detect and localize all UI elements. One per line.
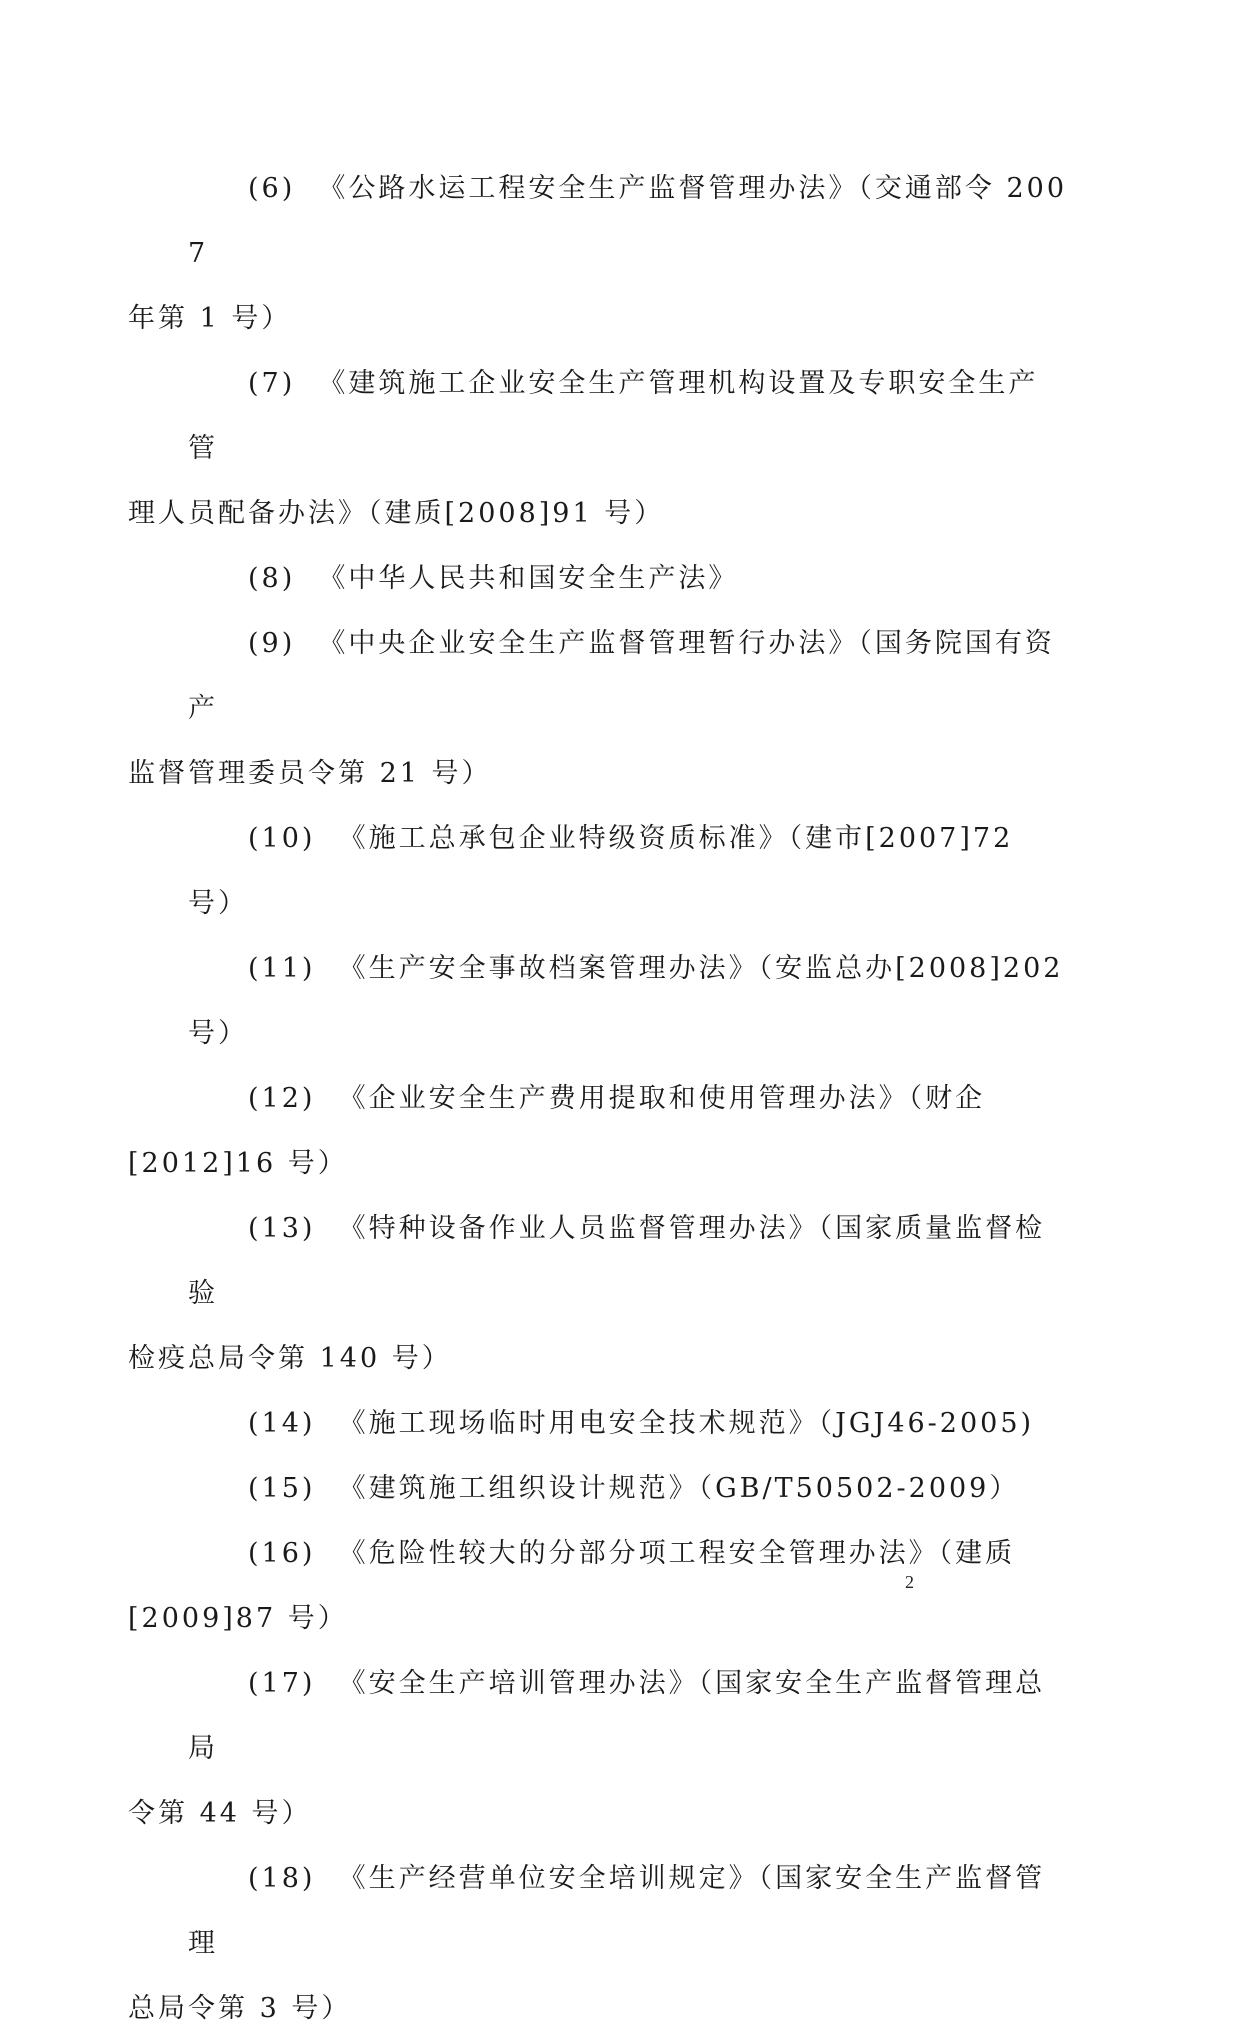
regulation-list — [128, 156, 1068, 2041]
list-item — [128, 611, 1068, 806]
item-text: 《特种设备作业人员监督管理办法》（国家质量监督检验 — [188, 1213, 1046, 1309]
list-item — [128, 1651, 1068, 1846]
item-number: (8) — [248, 563, 296, 594]
item-number: (12) — [248, 1083, 316, 1114]
item-continuation: 监督管理委员令第 21 号） — [128, 758, 492, 789]
item-continuation: 令第 44 号） — [128, 1798, 312, 1829]
list-item — [128, 156, 1068, 351]
item-text: 《施工现场临时用电安全技术规范》（JGJ46-2005) — [338, 1408, 1035, 1439]
list-item — [128, 1066, 1068, 1196]
item-continuation: 理人员配备办法》（建质[2008]91 号） — [128, 498, 665, 529]
item-text: 《中华人民共和国安全生产法》 — [318, 563, 739, 594]
item-number: (14) — [248, 1408, 316, 1439]
item-number: (17) — [248, 1668, 316, 1699]
item-continuation: 年第 1 号） — [128, 303, 292, 334]
item-number: (9) — [248, 628, 296, 659]
list-item — [188, 936, 1068, 1066]
item-number: (7) — [248, 368, 296, 399]
item-text: 《建筑施工企业安全生产管理机构设置及专职安全生产管 — [188, 368, 1039, 464]
list-item — [188, 1391, 1068, 1456]
item-text: 《危险性较大的分部分项工程安全管理办法》（建质 — [338, 1538, 1016, 1569]
list-item — [188, 806, 1068, 936]
item-continuation: 检疫总局令第 140 号） — [128, 1343, 452, 1374]
item-text: 《公路水运工程安全生产监督管理办法》（交通部令 2007 — [188, 173, 1068, 269]
item-number: (13) — [248, 1213, 316, 1244]
item-number: (15) — [248, 1473, 316, 1504]
item-text: 《施工总承包企业特级资质标准》（建市[2007]72 号） — [188, 823, 1014, 919]
list-item — [128, 1196, 1068, 1391]
item-continuation: 总局令第 3 号） — [128, 1993, 352, 2024]
item-number: (18) — [248, 1863, 316, 1894]
item-continuation: [2009]87 号） — [128, 1603, 348, 1634]
list-item — [128, 351, 1068, 546]
item-text: 《生产经营单位安全培训规定》（国家安全生产监督管理 — [188, 1863, 1046, 1959]
item-number: (6) — [248, 173, 296, 204]
item-continuation: [2012]16 号） — [128, 1148, 348, 1179]
list-item — [188, 546, 1068, 611]
item-number: (11) — [248, 953, 316, 984]
list-item — [128, 1846, 1068, 2041]
item-text: 《安全生产培训管理办法》（国家安全生产监督管理总局 — [188, 1668, 1046, 1764]
item-text: 《中央企业安全生产监督管理暂行办法》（国务院国有资产 — [188, 628, 1055, 724]
list-item — [128, 1521, 1068, 1651]
item-number: (10) — [248, 823, 316, 854]
item-text: 《建筑施工组织设计规范》（GB/T50502-2009） — [338, 1473, 1020, 1504]
item-text: 《企业安全生产费用提取和使用管理办法》（财企 — [338, 1083, 986, 1114]
item-text: 《生产安全事故档案管理办法》（安监总办[2008]202 号） — [188, 953, 1064, 1049]
item-number: (16) — [248, 1538, 316, 1569]
list-item — [188, 1456, 1068, 1521]
page-number: 2 — [905, 1572, 914, 1592]
